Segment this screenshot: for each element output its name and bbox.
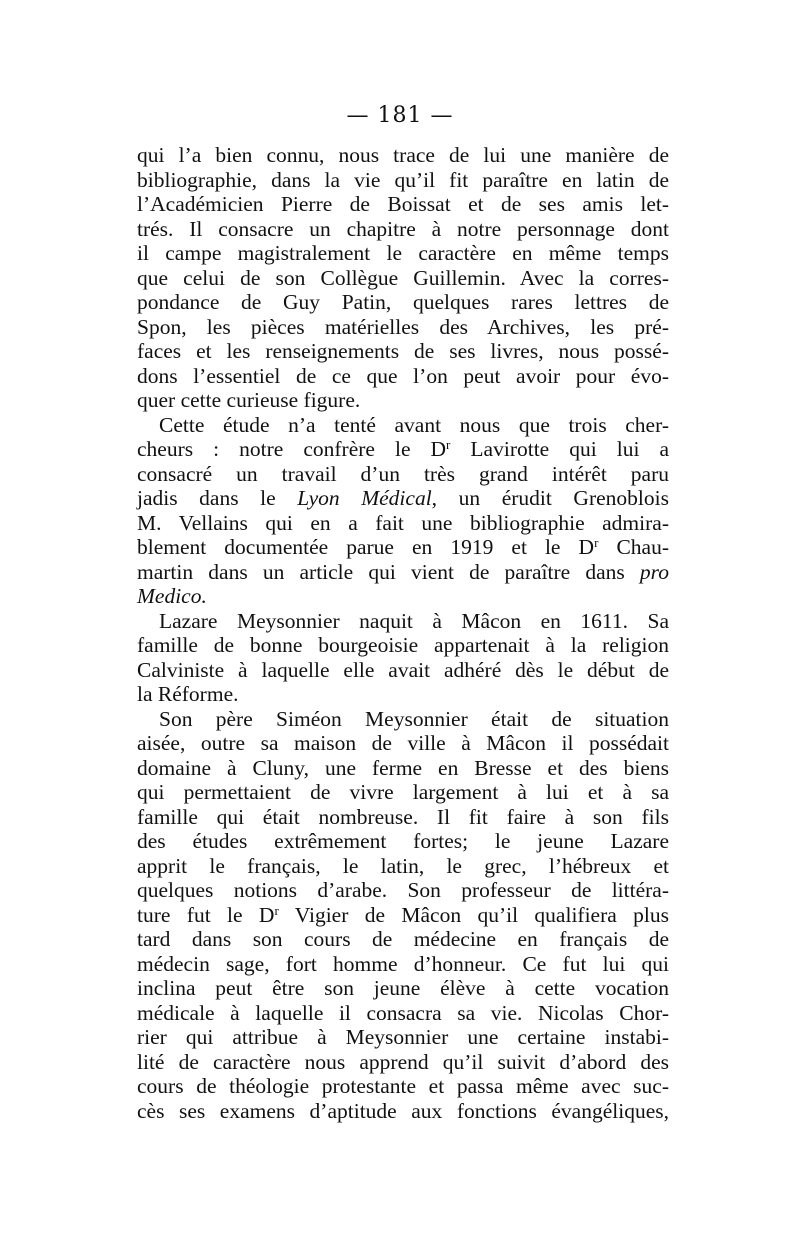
text-line: qui permettaient de vivre largement à lui et à sa — [137, 780, 669, 804]
text-line: médecin sage, fort homme d’honneur. Ce fut lui qui — [137, 951, 669, 976]
superscript: r — [274, 902, 279, 918]
text-fragment: Lavirotte qui lui a — [450, 437, 669, 461]
text-line: la Réforme. — [137, 682, 239, 706]
text-fragment: cheurs : notre confrère le D — [137, 437, 447, 461]
text-line: quelques notions d’arabe. Son professeur de littéra- — [137, 878, 669, 902]
text-line: des études extrêmement fortes; le jeune Lazare — [137, 829, 669, 853]
italic-title: Lyon Médical — [297, 486, 432, 510]
text-line: Medico. — [137, 584, 207, 608]
text-line: famille qui était nombreuse. Il fit faire à son fils — [137, 804, 669, 829]
text-line: médicale à laquelle il consacra sa vie. Nicolas Chor- — [137, 1000, 669, 1025]
text-line — [137, 437, 669, 462]
text-line: quer cette curieuse figure. — [137, 388, 361, 412]
italic-title: pro — [639, 559, 669, 584]
text-line — [137, 903, 669, 928]
text-line: que celui de son Collègue Guillemin. Avec la corres- — [137, 265, 669, 290]
text-fragment: blement documentée parue en 1919 et le D — [137, 535, 595, 559]
text-line: il campe magistralement le caractère en même temps — [137, 241, 669, 265]
text-line: inclina peut être son jeune élève à cette vocation — [137, 976, 669, 1000]
text-line — [137, 486, 669, 511]
text-line — [137, 535, 669, 560]
text-line: domaine à Cluny, une ferme en Bresse et des biens — [137, 755, 669, 780]
text-line: Calviniste à laquelle elle avait adhéré dès le début de — [137, 657, 669, 682]
text-line: pondance de Guy Patin, quelques rares lettres de — [137, 290, 669, 314]
text-line: dons l’essentiel de ce que l’on peut avoir pour évo- — [137, 363, 669, 388]
text-line: Lazare Meysonnier naquit à Mâcon en 1611. Sa — [159, 608, 669, 633]
text-line: bibliographie, dans la vie qu’il fit paraître en latin de — [137, 167, 669, 192]
text-line: tard dans son cours de médecine en français de — [137, 927, 669, 951]
text-line: cours de théologie protestante et passa même avec suc- — [137, 1074, 669, 1098]
text-line: Spon, les pièces matérielles des Archives, les pré- — [137, 314, 669, 339]
text-fragment: martin dans un article qui vient de paraître dans — [137, 559, 640, 584]
text-line: trés. Il consacre un chapitre à notre personnage dont — [137, 216, 669, 241]
text-line: consacré un travail d’un très grand intérêt paru — [137, 461, 669, 486]
text-fragment: Chau- — [598, 535, 669, 559]
text-line: apprit le français, le latin, le grec, l’hébreux et — [137, 853, 669, 878]
text-line: cès ses examens d’aptitude aux fonctions évangéliques, — [137, 1098, 669, 1123]
text-fragment: Vigier de Mâcon qu’il qualifiera plus — [278, 902, 669, 927]
text-line: rier qui attribue à Meysonnier une certaine instabi- — [137, 1025, 669, 1049]
page-number: — 181 — — [346, 103, 454, 128]
text-line: Son père Siméon Meysonnier était de situation — [159, 706, 669, 731]
text-line: qui l’a bien connu, nous trace de lui une manière de — [137, 143, 669, 167]
text-line: aisée, outre sa maison de ville à Mâcon il possédait — [137, 731, 669, 755]
text-line: famille de bonne bourgeoisie appartenait à la religion — [137, 633, 669, 657]
text-line: lité de caractère nous apprend qu’il suivit d’abord des — [137, 1049, 669, 1074]
text-line: Cette étude n’a tenté avant nous que trois cher- — [159, 412, 669, 437]
superscript: r — [594, 535, 599, 550]
text-line: faces et les renseignements de ses livres, nous possé- — [137, 339, 669, 363]
superscript: r — [446, 437, 451, 452]
text-fragment: jadis dans le — [137, 486, 298, 510]
text-fragment: ture fut le D — [137, 902, 275, 927]
text-line: M. Vellains qui en a fait une bibliographie admira- — [137, 510, 669, 535]
text-fragment: , un érudit Grenoblois — [431, 486, 669, 510]
text-line — [137, 560, 669, 585]
body-text — [137, 143, 669, 1123]
text-line: l’Académicien Pierre de Boissat et de ses amis let- — [137, 192, 669, 216]
